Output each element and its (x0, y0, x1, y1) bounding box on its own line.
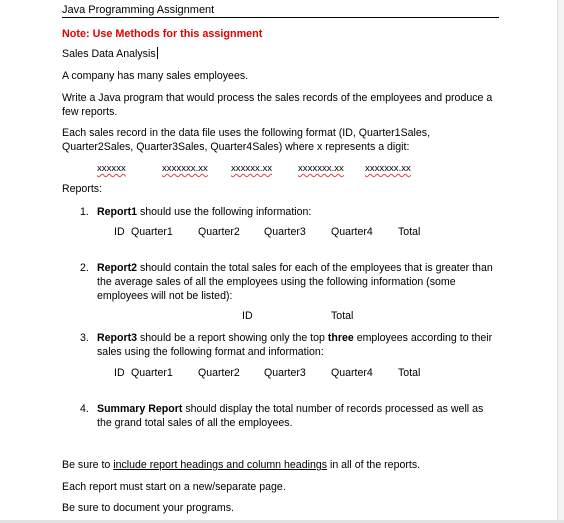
format-token-id: xxxxxx (97, 163, 126, 174)
format-token-q4: xxxxxxx.xx (365, 163, 411, 174)
report2-text: should contain the total sales for each of the employees that is greater than the average sales of all the employees using the following information (some employees will not be listed): (97, 262, 493, 302)
footer-paragraph-3: Be sure to document your programs. (62, 502, 234, 514)
column-heading: Quarter4 (331, 367, 373, 379)
format-token-q2: xxxxxx.xx (231, 163, 273, 174)
report4-item (80, 402, 495, 432)
report1-text: should use the following information: (137, 206, 312, 218)
report3-text-before: should be a report showing only the top (137, 332, 328, 344)
column-heading: Total (331, 310, 354, 322)
report1-item (80, 205, 495, 219)
footer-paragraph-1 (62, 458, 502, 472)
report2-title: Report2 (97, 262, 138, 274)
column-heading: ID (114, 367, 125, 379)
report3-emphasis: three (327, 332, 354, 344)
subtitle[interactable] (62, 47, 502, 61)
report3-item (80, 331, 495, 361)
intro-paragraph-3: Each sales record in the data file uses the following format (ID, Quarter1Sales, Quarter2Sales, Quarter3Sales, Quarter4Sales) where x represents a digit: (62, 127, 431, 154)
intro-paragraph-1: A company has many sales employees. (62, 70, 249, 82)
list-number: 4. (80, 403, 89, 415)
column-heading: Quarter2 (198, 367, 240, 379)
list-number: 3. (80, 332, 89, 344)
footer-paragraph-2: Each report must start on a new/separate page. (62, 481, 286, 493)
column-heading: Quarter3 (264, 226, 306, 238)
column-heading: Quarter4 (331, 226, 373, 238)
headings-emphasis: include report headings and column headings (113, 459, 328, 471)
report3-title: Report3 (97, 332, 138, 344)
column-heading: Quarter3 (264, 367, 306, 379)
subtitle-text: Sales Data Analysis (62, 48, 156, 60)
format-token-q3: xxxxxxx.xx (298, 163, 344, 174)
column-heading: ID (242, 310, 253, 322)
assignment-note: Note: Use Methods for this assignment (62, 28, 263, 40)
summary-report-title: Summary Report (97, 403, 183, 415)
column-heading: ID (114, 226, 125, 238)
footer1-before: Be sure to (62, 459, 114, 471)
footer1-after: in all of the reports. (327, 459, 421, 471)
report3-text-after: employees according to their sales using the following format and information: (97, 332, 493, 358)
report1-title: Report1 (97, 206, 138, 218)
intro-paragraph-2: Write a Java program that would process the sales records of the employees and produce a few reports. (62, 92, 493, 119)
list-number: 2. (80, 262, 89, 274)
document-header (62, 4, 499, 18)
page-edge-right (557, 0, 564, 523)
column-heading: Quarter2 (198, 226, 240, 238)
report2-item (80, 261, 495, 305)
column-heading: Quarter1 (131, 226, 173, 238)
reports-label: Reports: (62, 183, 103, 195)
header-title: Java Programming Assignment (62, 4, 215, 16)
column-heading: Quarter1 (131, 367, 173, 379)
column-heading: Total (398, 367, 421, 379)
column-heading: Total (398, 226, 421, 238)
text-cursor (157, 47, 158, 59)
summary-report-text: should display the total number of records processed as well as the grand total sales of all the employees. (97, 403, 484, 429)
format-token-q1: xxxxxxx.xx (162, 163, 208, 174)
list-number: 1. (80, 206, 89, 218)
